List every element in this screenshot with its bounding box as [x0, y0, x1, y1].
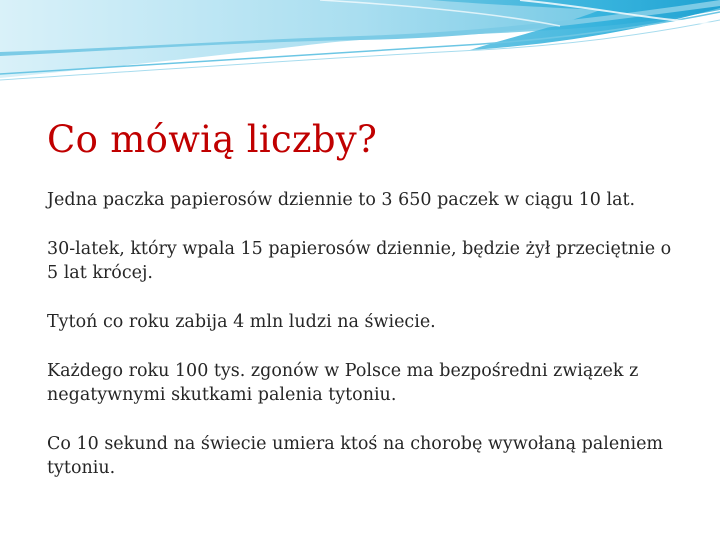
content-list — [47, 188, 687, 505]
list-item: Tytoń co roku zabija 4 mln ludzi na świecie. — [47, 312, 436, 332]
list-item: 30-latek, który wpala 15 papierosów dziennie, będzie żył przeciętnie o 5 lat krócej. — [47, 239, 672, 283]
list-item: Każdego roku 100 tys. zgonów w Polsce ma bezpośredni związek z negatywnymi skutkami palenia tytoniu. — [47, 361, 639, 405]
header-wave-decoration — [0, 0, 720, 90]
list-item: Co 10 sekund na świecie umiera ktoś na chorobę wywołaną paleniem tytoniu. — [47, 434, 664, 478]
list-item: Jedna paczka papierosów dziennie to 3 650 paczek w ciągu 10 lat. — [47, 190, 636, 210]
slide-title: Co mówią liczby? — [47, 118, 378, 161]
